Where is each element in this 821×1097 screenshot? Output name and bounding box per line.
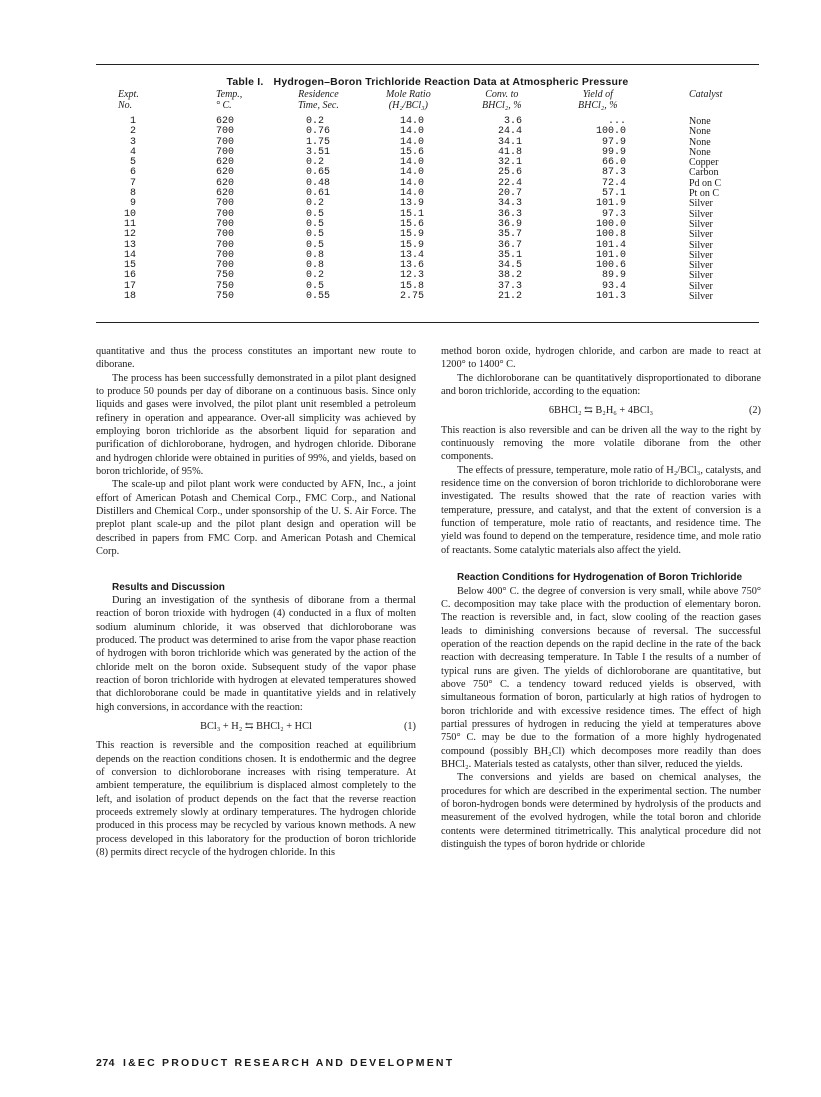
table-cell: 15.6 [399,146,424,158]
table-cell: 24.4 [497,126,522,138]
section-heading: Results and Discussion [112,581,225,593]
table-cell: Pd on C [689,177,722,189]
paragraph: The effects of pressure, temperature, mole ratio of H₂/BCl₃, catalysts, and residence time on the conversion of boron trichloride to dichloroborane were investigated. The results showed that the rate of reaction varies with temperature, pressure, and catalyst, and that the extent of conversion is a function of temperature, mole ratio of reactants, and residence time. The yield was found to depend on the temperature, residence time, and mole ratio of reactants. Some catalytic materials also affect the yield. [441,464,761,556]
table-cell: 13.4 [399,249,424,261]
table-cell: 15.9 [399,229,424,241]
table-cell: 12 [123,229,136,241]
table-cell: 41.8 [497,146,522,158]
table-title [96,76,759,88]
header-conv: Conv. to BHCl₂, % [482,89,522,111]
table-cell: 8 [129,188,136,200]
table-cell: 700 [216,136,235,148]
paragraph: This reaction is also reversible and can be driven all the way to the right by continuously removing the more volatile diborane from the other components. [441,424,761,463]
table-cell: None [689,136,711,148]
table-cell: 0.61 [306,188,331,200]
table-cell: 12.3 [399,270,424,282]
table-top-rule [96,64,759,65]
table-cell: 620 [216,177,235,189]
table-cell: 101.0 [595,249,626,261]
table-cell: 1 [129,116,136,127]
table-cell: 620 [216,116,235,127]
table-cell: Silver [689,291,713,303]
table-cell: 0.5 [306,280,325,292]
table-cell: 14.0 [399,188,424,200]
table-cell: 7 [129,177,136,189]
table-cell: None [689,126,711,138]
section-heading: Reaction Conditions for Hydrogenation of Boron Trichloride [457,572,742,584]
table-cell: Silver [689,280,713,292]
table-cell: 0.55 [306,291,331,303]
table-cell: 22.4 [497,177,522,189]
equation-text: 6BHCl₂ ⇆ B₂H₆ + 4BCl₃ [548,405,654,417]
table-cell: 700 [216,260,235,272]
table-cell: 0.5 [306,239,325,251]
equation-number: (2) [748,405,761,417]
table-cell: 15 [123,260,136,272]
header-catalyst: Catalyst [689,89,723,100]
table-cell: 620 [216,167,235,179]
table-cell: 0.76 [306,126,331,138]
table-cell: 15.6 [399,218,424,230]
table-cell: 97.9 [601,136,626,148]
table-cell: 15.8 [399,280,424,292]
paragraph: The dichloroborane can be quantitatively disproportionated to diborane and boron trichloride, according to the equation: [441,372,761,398]
table-cell: Carbon [689,167,719,179]
table-cell: 700 [216,239,235,251]
table-cell: 101.3 [595,291,626,303]
table-cell: Silver [689,198,713,210]
table-cell: 16 [123,270,136,282]
table-cell: Silver [689,208,713,220]
table-cell: 0.65 [306,167,331,179]
table-cell: 34.5 [497,260,522,272]
table-cell: 13 [123,239,136,251]
table-cell: 14.0 [399,157,424,169]
table-cell: 36.7 [497,239,522,251]
table-cell: 3 [129,136,136,148]
table-cell: 35.1 [497,249,522,261]
header-mole-ratio: Mole Ratio (H₂/BCl₃) [386,89,431,111]
table-cell: 72.4 [601,177,626,189]
table-cell: 700 [216,126,235,138]
page-number: 274 [96,1057,116,1069]
table-cell: 36.3 [497,208,522,220]
table-cell: 10 [123,208,136,220]
table-cell: Pt on C [689,188,720,200]
column-catalyst [689,117,759,302]
table-cell: 101.9 [595,198,626,210]
table-cell: 0.8 [306,260,325,272]
table-cell: 21.2 [497,291,522,303]
table-cell: 100.6 [595,260,626,272]
table-cell: 750 [216,280,235,292]
table-cell: 750 [216,270,235,282]
paragraph: The scale-up and pilot plant work were conducted by AFN, Inc., a joint effort of American Potash and Chemical Corp., FMC Corp., and National Distillers and Chemical Corp., under sponsorship of the U. S. Air Force. The preplot plant scale-up and the pilot plant design and operation will be described in papers from FMC Corp. and American Potash and Chemical Corp. [96,479,416,558]
table-cell: 101.4 [595,239,626,251]
page-footer [96,1057,454,1069]
table-cell: 100.0 [595,126,626,138]
table-cell: 18 [123,291,136,303]
table-cell: 17 [123,280,136,292]
column-conv [478,117,522,302]
table-cell: ... [607,116,626,127]
table-cell: 14.0 [399,126,424,138]
paragraph: During an investigation of the synthesis of diborane from a thermal reaction of boron trioxide with hydrogen (4) conducted in a flux of molten sodium aluminum chloride, it was observed that dichloroborane was produced. The product was determined to arise from the vapor phase reaction of hydrogen with boron trichloride which was generated by the action of the chloride melt on the boron oxide. Subsequent study of the vapor phase reaction of boron trichloride with hydrogen at elevated temperatures showed that dichloroborane could be made in quantitative yields and in relatively high conversions, in accordance with the reaction: [96,594,416,713]
table-cell: 3.51 [306,146,331,158]
table-cell: 14.0 [399,167,424,179]
header-residence: Residence Time, Sec. [298,89,339,111]
column-mole-ratio [380,117,424,302]
table-cell: 93.4 [601,280,626,292]
table-cell: 1.75 [306,136,331,148]
table-cell: 0.5 [306,218,325,230]
table-cell: 14.0 [399,116,424,127]
table-cell: 14 [123,249,136,261]
table-cell: 700 [216,229,235,241]
table-cell: 750 [216,291,235,303]
table-cell: 0.2 [306,157,325,169]
table-cell: 0.8 [306,249,325,261]
table-cell: 0.2 [306,270,325,282]
table-cell: 25.6 [497,167,522,179]
table-cell: Silver [689,218,713,230]
table-cell: 620 [216,188,235,200]
table-cell: 14.0 [399,136,424,148]
paragraph: Below 400° C. the degree of conversion is very small, while above 750° C. decomposition may take place with the production of elementary boron. The reaction is reversible and, in fact, slow cooling of the reaction gases leads to diminishing conversions because of reversal. The successful operation of the reaction depends on the rapid decline in the rate of the back reaction with decreasing temperature. In Table I the results of a number of typical runs are given. The yields of dichloroborane are quantitative, but above 750° C. a tendency toward reduced yields is observed, with simultaneous formation of boron, particularly at high ratios of hydrogen to boron trichloride and with excessive residence times. The effect of high partial pressures of hydrogen in reducing the yield at temperatures above 750° C. may be due to the formation of a more highly hydrogenated compound (possibly BH₂Cl) which decomposes more readily than does BHCl₂. Materials tested as catalysts, other than silver, reduced the yields. [441,585,761,770]
left-column [96,345,416,859]
table-cell: 11 [123,218,136,230]
table-cell: None [689,146,711,158]
column-expt [110,117,136,302]
table-cell: 700 [216,249,235,261]
table-cell: Silver [689,229,713,241]
table-cell: 3.6 [503,116,522,127]
table-cell: 34.1 [497,136,522,148]
table-cell: 38.2 [497,270,522,282]
table-cell: 20.7 [497,188,522,200]
table-number: Table I. [226,76,264,88]
table-cell: Silver [689,270,713,282]
table-cell: 34.3 [497,198,522,210]
table-cell: 700 [216,146,235,158]
column-residence [306,117,350,302]
equation-1 [96,720,416,733]
table-cell: 37.3 [497,280,522,292]
paragraph: This reaction is reversible and the composition reached at equilibrium depends on the reaction conditions chosen. It is endothermic and the degree of conversion to dichloroborane increases with rising temperature. At ambient temperature, the equilibrium is displaced almost completely to the left, and isolation of product depends on the fact that the reverse reaction proceeds extremely slowly at ordinary temperatures. The hydrogen chloride produced in this process may be recycled by various known methods. A new process developed in this laboratory for the production of boron trichloride (8) permits direct recycle of the hydrogen chloride. In this [96,740,416,859]
journal-name: I&EC PRODUCT RESEARCH AND DEVELOPMENT [123,1057,455,1069]
equation-2 [441,404,761,417]
table-cell: 0.5 [306,208,325,220]
column-temp [216,117,256,302]
table-cell: 9 [129,198,136,210]
table-cell: 97.3 [601,208,626,220]
table-cell: 99.9 [601,146,626,158]
table-cell: 32.1 [497,157,522,169]
table-bottom-rule [96,322,759,323]
header-yield: Yield of BHCl₂, % [578,89,618,111]
header-expt: Expt. No. [118,89,139,111]
table-cell: 6 [129,167,136,179]
table-cell: Silver [689,249,713,261]
table-cell: 100.8 [595,229,626,241]
table-cell: 0.2 [306,198,325,210]
header-temp: Temp., ° C. [216,89,243,111]
paragraph: quantitative and thus the process constitutes an important new route to diborane. [96,346,416,371]
table-cell: 700 [216,218,235,230]
table-cell: 2.75 [399,291,424,303]
table-cell: 15.1 [399,208,424,220]
paragraph: method boron oxide, hydrogen chloride, and carbon are made to react at 1200° to 1400° C. [441,346,761,371]
table-cell: 700 [216,198,235,210]
table-caption: Hydrogen–Boron Trichloride Reaction Data at Atmospheric Pressure [273,76,629,88]
table-cell: Silver [689,260,713,272]
equation-number: (1) [403,720,416,732]
table-cell: 13.6 [399,260,424,272]
table-cell: 14.0 [399,177,424,189]
table-cell: Silver [689,239,713,251]
table-cell: 0.2 [306,116,325,127]
paragraph: The conversions and yields are based on chemical analyses, the procedures for which are described in the experimental section. The number of boron-hydrogen bonds were determined by hydrolysis of the products and measurement of the evolved hydrogen, while the total boron and chloride contents were determined titrimetrically. This analytical procedure did not distinguish the types of boron hydride or chloride [441,772,761,851]
right-column [441,345,761,851]
table-cell: 89.9 [601,270,626,282]
table-cell: 2 [129,126,136,138]
table-cell: 4 [129,146,136,158]
table-cell: 35.7 [497,229,522,241]
table-cell: 66.0 [601,157,626,169]
table-cell: 13.9 [399,198,424,210]
table-cell: None [689,116,711,127]
table-cell: 700 [216,208,235,220]
table-cell: 0.5 [306,229,325,241]
table-cell: 87.3 [601,167,626,179]
table-cell: Copper [689,157,719,169]
table-cell: 36.9 [497,218,522,230]
table-cell: 620 [216,157,235,169]
equation-text: BCl₃ + H₂ ⇆ BHCl₂ + HCl [200,720,312,732]
table-cell: 5 [129,157,136,169]
table-cell: 57.1 [601,188,626,200]
table-cell: 15.9 [399,239,424,251]
column-yield [574,117,626,302]
paragraph: The process has been successfully demonstrated in a pilot plant designed to produce 50 pounds per day of diborane on a continuous basis. Since only liquids and gases were involved, the pilot plant unit resembled a petroleum refinery in operation and appearance. Over-all simplicity was achieved by employing boron trichloride as the absorbent liquid for separation and purification of dichloroborane, hydrogen, and hydrogen chloride. Diborane and hydrogen chloride were obtained in purities of 99%, and yields, based on boron trichloride, of 95%. [96,372,416,478]
table-cell: 0.48 [306,177,331,189]
table-cell: 100.0 [595,218,626,230]
